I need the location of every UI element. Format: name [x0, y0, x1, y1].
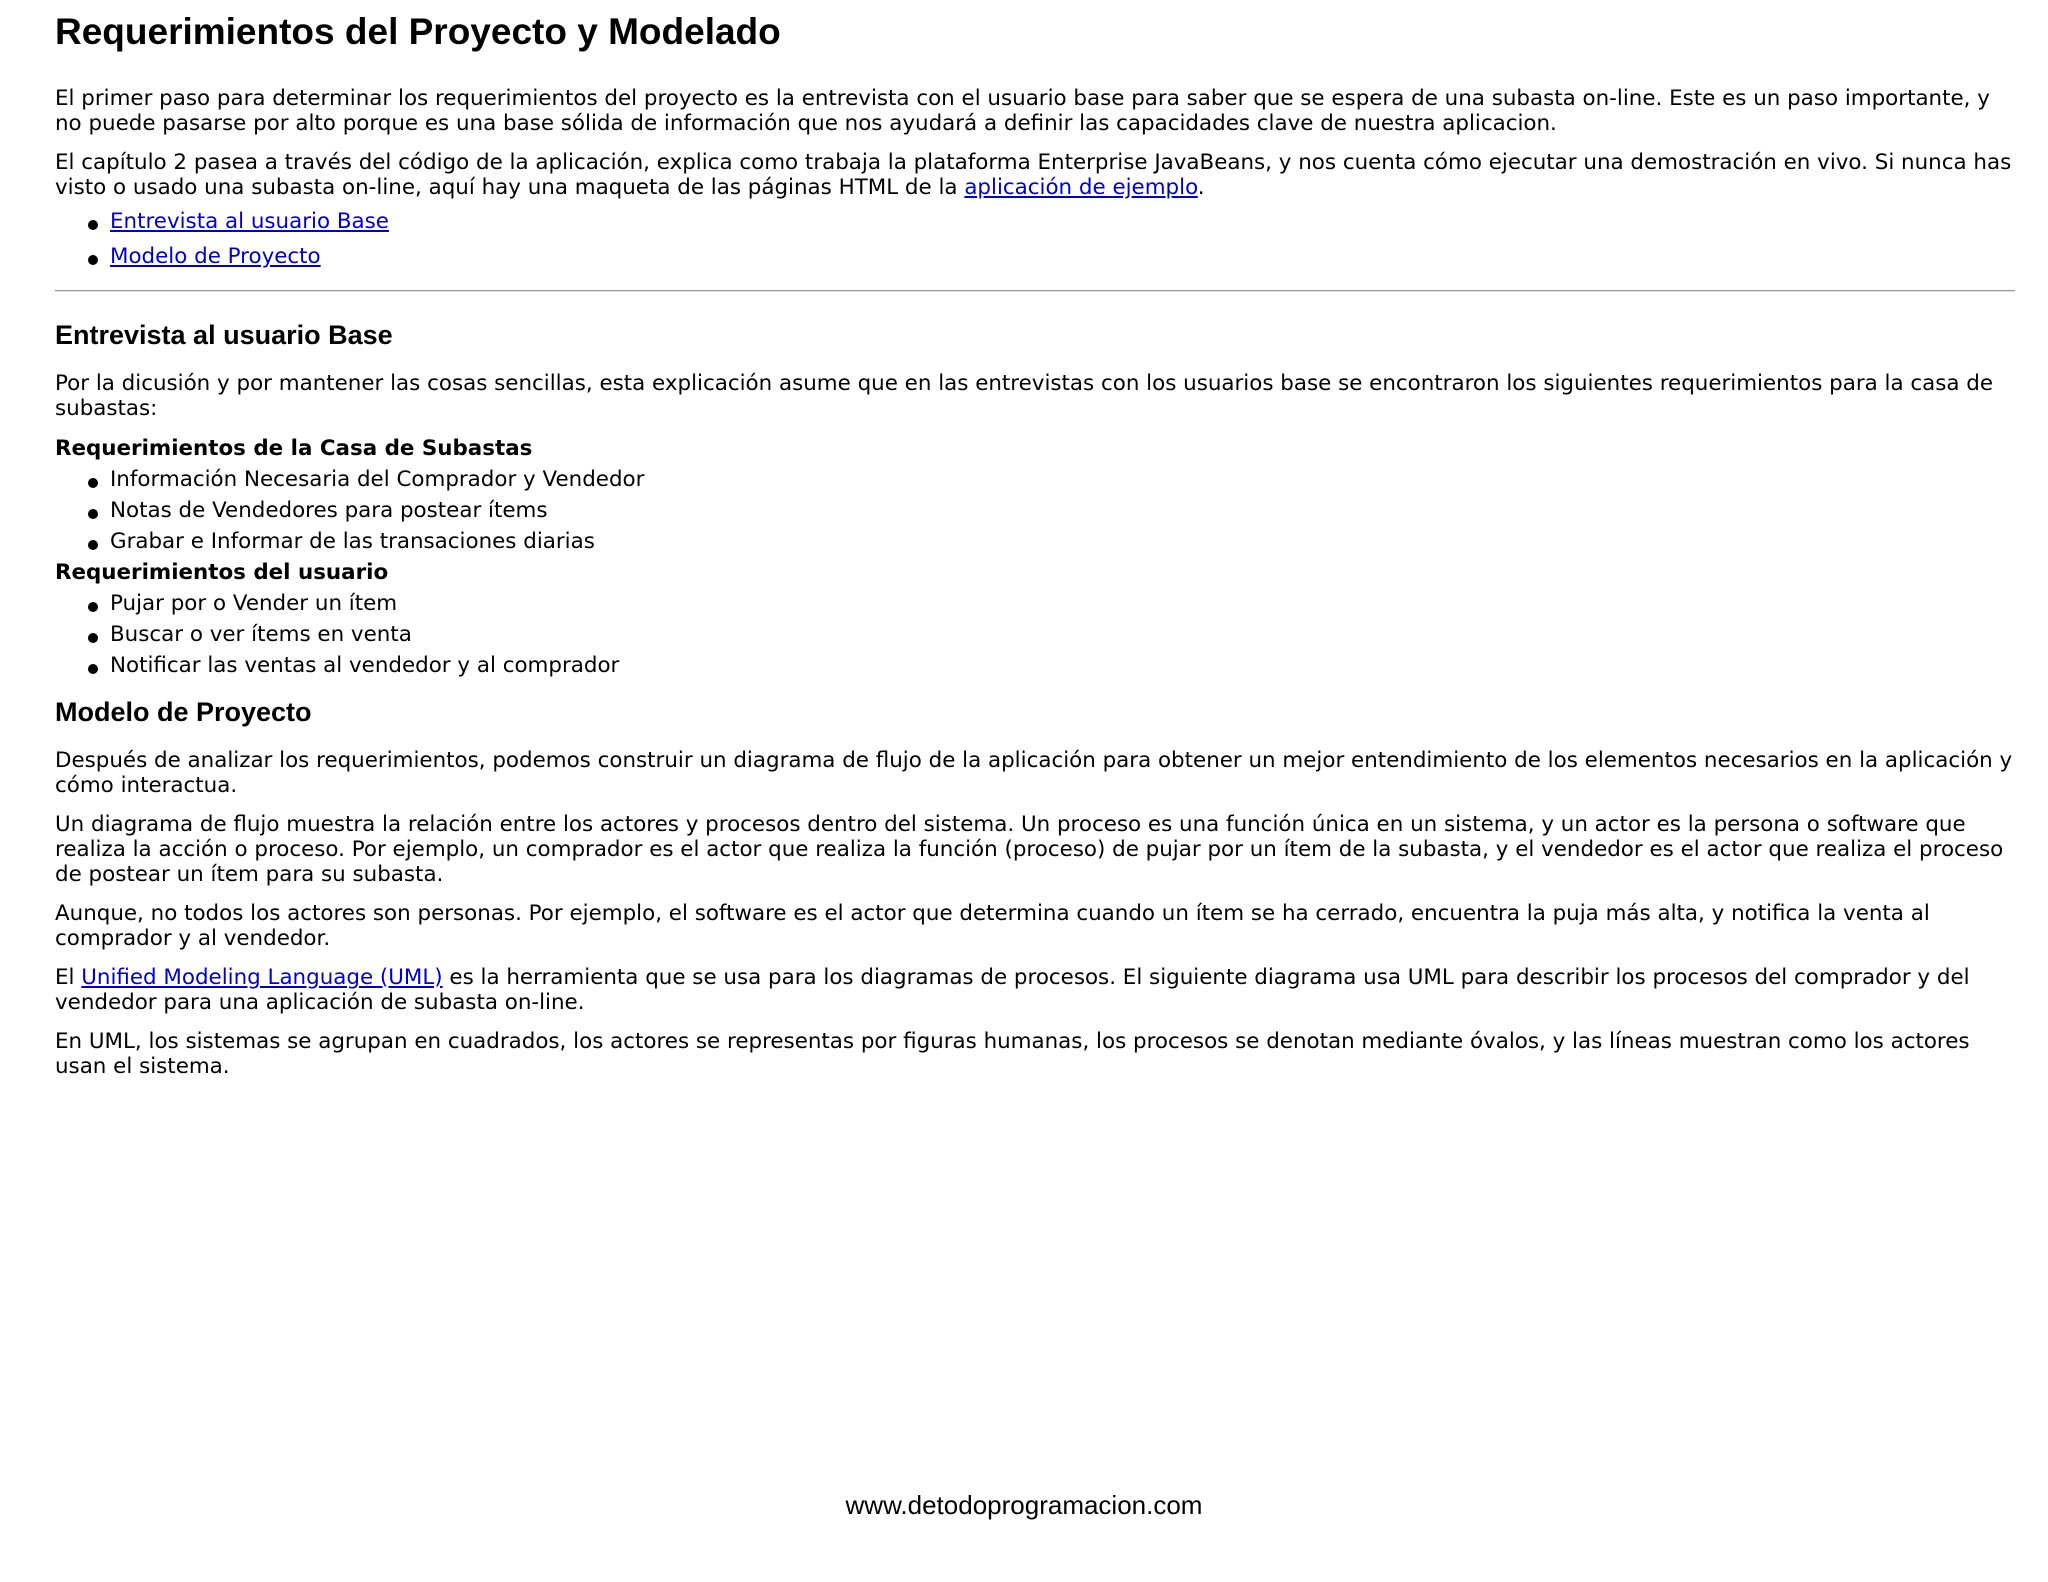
uml-link[interactable]: Unified Modeling Language (UML) — [81, 965, 443, 990]
list-item — [55, 650, 2015, 681]
bullet-icon — [88, 509, 98, 519]
modelo-paragraph-4-text: es la herramienta que se usa para los diagramas de procesos. El siguiente diagrama usa UML para describir los procesos del comprador y del vendedor para una aplicación de subasta on-line. — [55, 965, 1970, 1015]
list-item-text: Notificar las ventas al vendedor y al comprador — [110, 653, 620, 678]
list-item — [55, 495, 2015, 526]
sample-app-link[interactable]: aplicación de ejemplo — [964, 175, 1198, 200]
bullet-icon — [88, 220, 98, 230]
modelo-paragraph-3: Aunque, no todos los actores son personas. Por ejemplo, el software es el actor que determina cuando un ítem se ha cerrado, encuentra la puja más alta, y notifica la venta al comprador y al vendedor. — [55, 901, 1930, 951]
modelo-paragraph-4-start: El — [55, 965, 82, 990]
modelo-paragraph-5: En UML, los sistemas se agrupan en cuadrados, los actores se representas por figuras humanas, los procesos se denotan mediante óvalos, y las líneas muestran como los actores usan el sistema. — [55, 1029, 1970, 1079]
section-heading-entrevista: Entrevista al usuario Base — [55, 320, 393, 350]
modelo-paragraph-2: Un diagrama de flujo muestra la relación entre los actores y procesos dentro del sistema. Un proceso es una función única en un sistema, y un actor es la persona o software que realiza la acción o proceso. Por ejemplo, un comprador es el actor que realiza la función (proceso) de pujar por un ítem de la subasta, y el vendedor es el actor que realiza el proceso de postear un ítem para su subasta. — [55, 812, 2004, 887]
toc-link-entrevista[interactable]: Entrevista al usuario Base — [110, 209, 389, 234]
requirements-heading-usuario: Requerimientos del usuario — [55, 560, 389, 585]
intro-paragraph-2-text: El capítulo 2 pasea a través del código de la aplicación, explica como trabaja la plataforma Enterprise JavaBeans, y nos cuenta cómo ejecutar una demostración en vivo. Si nunca has visto o usado una subasta on-line, aquí hay una maqueta de las páginas HTML de la — [55, 150, 2012, 200]
bullet-icon — [88, 633, 98, 643]
bullet-icon — [88, 602, 98, 612]
list-item — [55, 619, 2015, 650]
intro-paragraph-1: El primer paso para determinar los requerimientos del proyecto es la entrevista con el usuario base para saber que se espera de una subasta on-line. Este es un paso importante, y no puede pasarse por alto porque es una base sólida de información que nos ayudará a definir las capacidades clave de nuestra aplicacion. — [55, 86, 1990, 136]
modelo-paragraph-4 — [55, 965, 2015, 1015]
footer-watermark: www.detodoprogramacion.com — [845, 1490, 1203, 1520]
list-item-text: Pujar por o Vender un ítem — [110, 591, 398, 616]
toc-link-modelo[interactable]: Modelo de Proyecto — [110, 244, 321, 269]
bullet-icon — [88, 664, 98, 674]
section-divider — [55, 290, 2015, 292]
intro-paragraph-2-end: . — [1197, 175, 1205, 200]
entrevista-paragraph: Por la dicusión y por mantener las cosas sencillas, esta explicación asume que en las entrevistas con los usuarios base se encontraron los siguientes requerimientos para la casa de subastas: — [55, 371, 1994, 421]
list-item-text: Grabar e Informar de las transaciones diarias — [110, 529, 595, 554]
bullet-icon — [88, 478, 98, 488]
document-content — [55, 0, 2015, 1079]
list-item — [55, 588, 2015, 619]
requirements-list-usuario — [55, 588, 2015, 681]
list-item — [55, 526, 2015, 557]
bullet-icon — [88, 255, 98, 265]
list-item — [55, 464, 2015, 495]
list-item-text: Buscar o ver ítems en venta — [110, 622, 412, 647]
section-heading-modelo: Modelo de Proyecto — [55, 697, 312, 727]
list-item-text: Información Necesaria del Comprador y Vendedor — [110, 467, 645, 492]
list-item-text: Notas de Vendedores para postear ítems — [110, 498, 548, 523]
toc-item-modelo — [55, 239, 2015, 274]
intro-paragraph-2 — [55, 150, 2015, 200]
requirements-list-casa — [55, 464, 2015, 557]
table-of-contents — [55, 204, 2015, 274]
bullet-icon — [88, 540, 98, 550]
toc-item-entrevista — [55, 204, 2015, 239]
requirements-heading-casa: Requerimientos de la Casa de Subastas — [55, 436, 533, 461]
modelo-paragraph-1: Después de analizar los requerimientos, podemos construir un diagrama de flujo de la aplicación para obtener un mejor entendimiento de los elementos necesarios en la aplicación y cómo interactua. — [55, 748, 2013, 798]
page-title: Requerimientos del Proyecto y Modelado — [55, 11, 781, 52]
